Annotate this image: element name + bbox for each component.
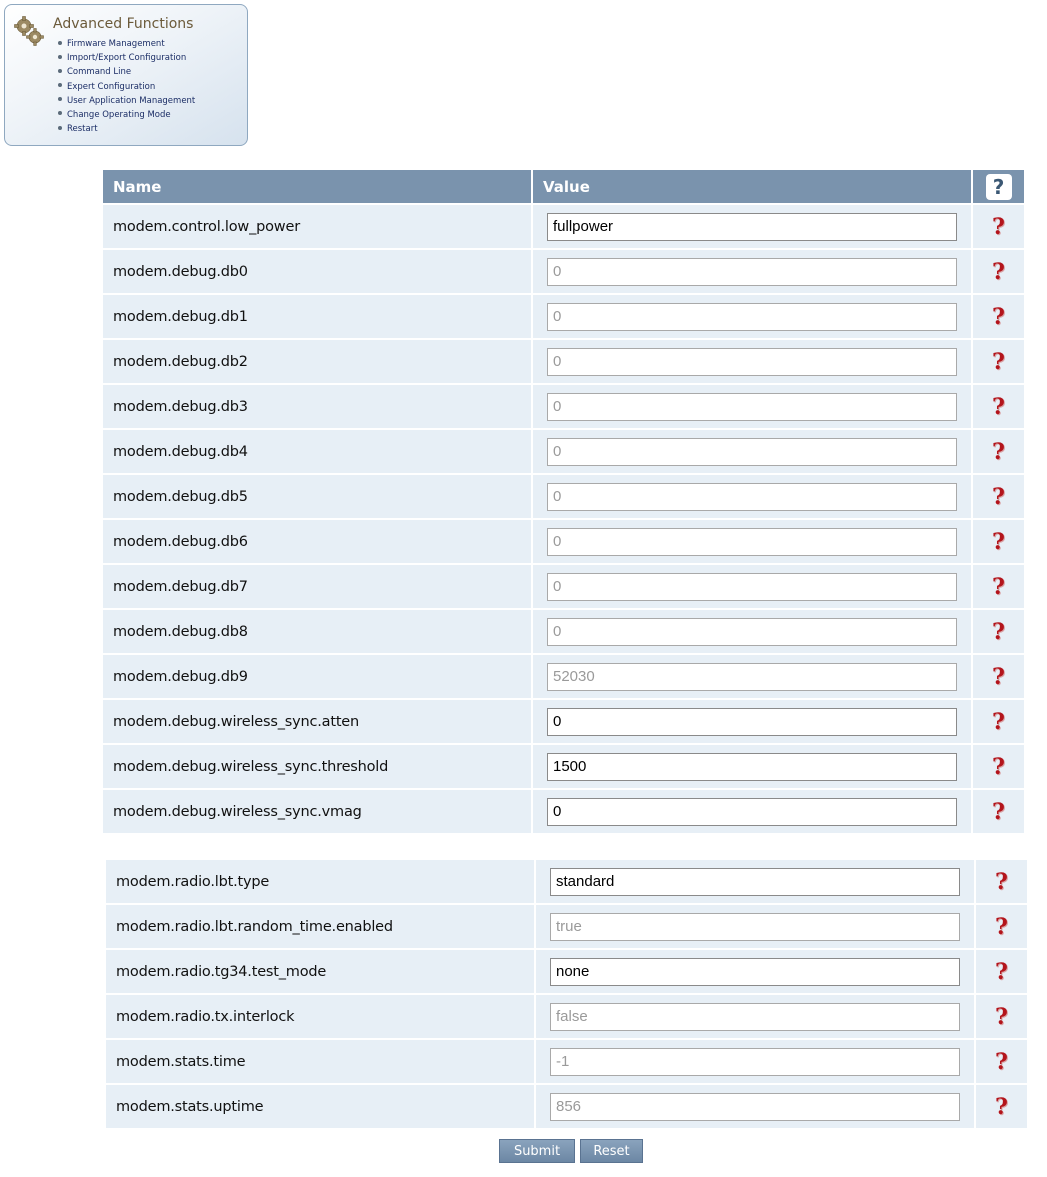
setting-value-input[interactable]	[550, 958, 960, 986]
setting-name: modem.debug.wireless_sync.threshold	[103, 745, 531, 788]
setting-name: modem.debug.db4	[103, 430, 531, 473]
help-cell	[973, 610, 1024, 653]
setting-name: modem.debug.db0	[103, 250, 531, 293]
table-row	[103, 655, 1024, 698]
table-row	[103, 250, 1024, 293]
help-cell	[973, 250, 1024, 293]
table-header-row	[103, 170, 1024, 203]
help-icon[interactable]: ?	[995, 868, 1008, 895]
help-icon[interactable]: ?	[992, 663, 1005, 690]
setting-value-cell	[536, 1040, 974, 1083]
help-cell	[973, 565, 1024, 608]
setting-value-input[interactable]	[547, 213, 957, 241]
setting-value-input[interactable]	[547, 708, 957, 736]
setting-value-cell	[533, 430, 971, 473]
setting-name: modem.debug.db1	[103, 295, 531, 338]
help-icon[interactable]: ?	[992, 213, 1005, 240]
setting-value-input	[547, 618, 957, 646]
setting-value-input	[550, 1048, 960, 1076]
setting-value-cell	[533, 790, 971, 833]
table-row	[103, 295, 1024, 338]
table-row	[106, 950, 1027, 993]
advanced-functions-panel	[4, 4, 248, 146]
setting-value-cell	[536, 1085, 974, 1128]
setting-value-input	[547, 348, 957, 376]
help-cell	[973, 475, 1024, 518]
setting-value-input	[550, 1093, 960, 1121]
help-icon[interactable]: ?	[986, 174, 1012, 200]
help-icon[interactable]: ?	[992, 618, 1005, 645]
setting-value-input	[547, 528, 957, 556]
setting-name: modem.radio.lbt.type	[106, 860, 534, 903]
table-row	[103, 520, 1024, 563]
column-header-help[interactable]	[973, 170, 1024, 203]
help-cell	[973, 520, 1024, 563]
table-row	[103, 205, 1024, 248]
setting-value-input	[547, 303, 957, 331]
help-icon[interactable]: ?	[992, 438, 1005, 465]
help-cell	[976, 1040, 1027, 1083]
setting-value-input	[550, 913, 960, 941]
setting-name: modem.debug.db7	[103, 565, 531, 608]
table-row	[103, 610, 1024, 653]
setting-value-input[interactable]	[550, 868, 960, 896]
table-row	[106, 905, 1027, 948]
help-cell	[976, 995, 1027, 1038]
setting-value-cell	[536, 905, 974, 948]
bullet-icon	[58, 83, 62, 87]
setting-value-cell	[533, 295, 971, 338]
setting-value-cell	[533, 700, 971, 743]
help-cell	[973, 340, 1024, 383]
table-row	[103, 790, 1024, 833]
setting-name: modem.debug.db2	[103, 340, 531, 383]
link-user-application-management[interactable]: User Application Management	[58, 94, 195, 108]
help-cell	[973, 295, 1024, 338]
setting-value-input	[547, 258, 957, 286]
table-row	[103, 565, 1024, 608]
advanced-functions-links	[58, 37, 195, 136]
setting-value-input	[547, 573, 957, 601]
setting-name: modem.stats.uptime	[106, 1085, 534, 1128]
table-row	[106, 995, 1027, 1038]
help-icon[interactable]: ?	[992, 573, 1005, 600]
setting-name: modem.debug.wireless_sync.atten	[103, 700, 531, 743]
help-icon[interactable]: ?	[992, 483, 1005, 510]
table-row	[103, 475, 1024, 518]
setting-value-cell	[533, 520, 971, 563]
setting-name: modem.radio.lbt.random_time.enabled	[106, 905, 534, 948]
setting-value-cell	[536, 950, 974, 993]
setting-value-input[interactable]	[547, 753, 957, 781]
setting-value-cell	[533, 745, 971, 788]
setting-value-input	[550, 1003, 960, 1031]
advanced-functions-title: Advanced Functions	[53, 16, 194, 32]
help-icon[interactable]: ?	[992, 528, 1005, 555]
help-cell	[976, 950, 1027, 993]
setting-value-cell	[533, 565, 971, 608]
link-change-operating-mode[interactable]: Change Operating Mode	[58, 108, 195, 122]
reset-button[interactable]: Reset	[580, 1139, 643, 1163]
setting-name: modem.radio.tg34.test_mode	[106, 950, 534, 993]
setting-value-cell	[533, 250, 971, 293]
setting-value-cell	[533, 475, 971, 518]
setting-value-input	[547, 483, 957, 511]
setting-name: modem.debug.db8	[103, 610, 531, 653]
link-firmware-management[interactable]: Firmware Management	[58, 37, 195, 51]
setting-name: modem.debug.db5	[103, 475, 531, 518]
column-header-name: Name	[103, 170, 531, 203]
help-icon[interactable]: ?	[992, 348, 1005, 375]
column-header-value: Value	[533, 170, 971, 203]
help-icon[interactable]: ?	[992, 753, 1005, 780]
setting-name: modem.control.low_power	[103, 205, 531, 248]
help-cell	[973, 205, 1024, 248]
bullet-icon	[58, 69, 62, 73]
setting-name: modem.stats.time	[106, 1040, 534, 1083]
help-cell	[973, 430, 1024, 473]
setting-value-input	[547, 663, 957, 691]
help-cell	[976, 905, 1027, 948]
link-expert-configuration[interactable]: Expert Configuration	[58, 80, 195, 94]
help-icon[interactable]: ?	[992, 798, 1005, 825]
help-cell	[973, 385, 1024, 428]
help-icon[interactable]: ?	[992, 393, 1005, 420]
bullet-icon	[58, 97, 62, 101]
help-icon[interactable]: ?	[995, 1003, 1008, 1030]
setting-value-cell	[536, 860, 974, 903]
config-table-2	[104, 858, 1029, 1130]
setting-value-input	[547, 438, 957, 466]
help-cell	[973, 655, 1024, 698]
link-restart[interactable]: Restart	[58, 122, 195, 136]
help-icon[interactable]: ?	[995, 1093, 1008, 1120]
table-row	[106, 1085, 1027, 1128]
config-table	[101, 168, 1026, 835]
table-row	[103, 430, 1024, 473]
table-row	[103, 745, 1024, 788]
setting-name: modem.debug.db6	[103, 520, 531, 563]
setting-name: modem.debug.db3	[103, 385, 531, 428]
help-cell	[973, 700, 1024, 743]
help-cell	[976, 1085, 1027, 1128]
help-icon[interactable]: ?	[992, 258, 1005, 285]
setting-value-cell	[533, 340, 971, 383]
setting-value-cell	[533, 205, 971, 248]
setting-value-cell	[533, 655, 971, 698]
bullet-icon	[58, 55, 62, 59]
help-icon[interactable]: ?	[995, 958, 1008, 985]
bullet-icon	[58, 41, 62, 45]
setting-value-cell	[536, 995, 974, 1038]
help-icon[interactable]: ?	[995, 1048, 1008, 1075]
bullet-icon	[58, 126, 62, 130]
setting-name: modem.debug.db9	[103, 655, 531, 698]
link-command-line[interactable]: Command Line	[58, 65, 195, 79]
table-row	[106, 860, 1027, 903]
help-cell	[976, 860, 1027, 903]
bullet-icon	[58, 111, 62, 115]
setting-value-input[interactable]	[547, 798, 957, 826]
table-row	[103, 700, 1024, 743]
link-import-export-configuration[interactable]: Import/Export Configuration	[58, 51, 195, 65]
setting-name: modem.debug.wireless_sync.vmag	[103, 790, 531, 833]
table-row	[103, 385, 1024, 428]
help-icon[interactable]: ?	[992, 708, 1005, 735]
submit-button[interactable]: Submit	[499, 1139, 575, 1163]
help-cell	[973, 745, 1024, 788]
gears-icon	[13, 15, 45, 47]
table-row	[106, 1040, 1027, 1083]
setting-value-cell	[533, 385, 971, 428]
table-row	[103, 340, 1024, 383]
help-icon[interactable]: ?	[995, 913, 1008, 940]
setting-value-cell	[533, 610, 971, 653]
help-cell	[973, 790, 1024, 833]
setting-value-input	[547, 393, 957, 421]
help-icon[interactable]: ?	[992, 303, 1005, 330]
setting-name: modem.radio.tx.interlock	[106, 995, 534, 1038]
